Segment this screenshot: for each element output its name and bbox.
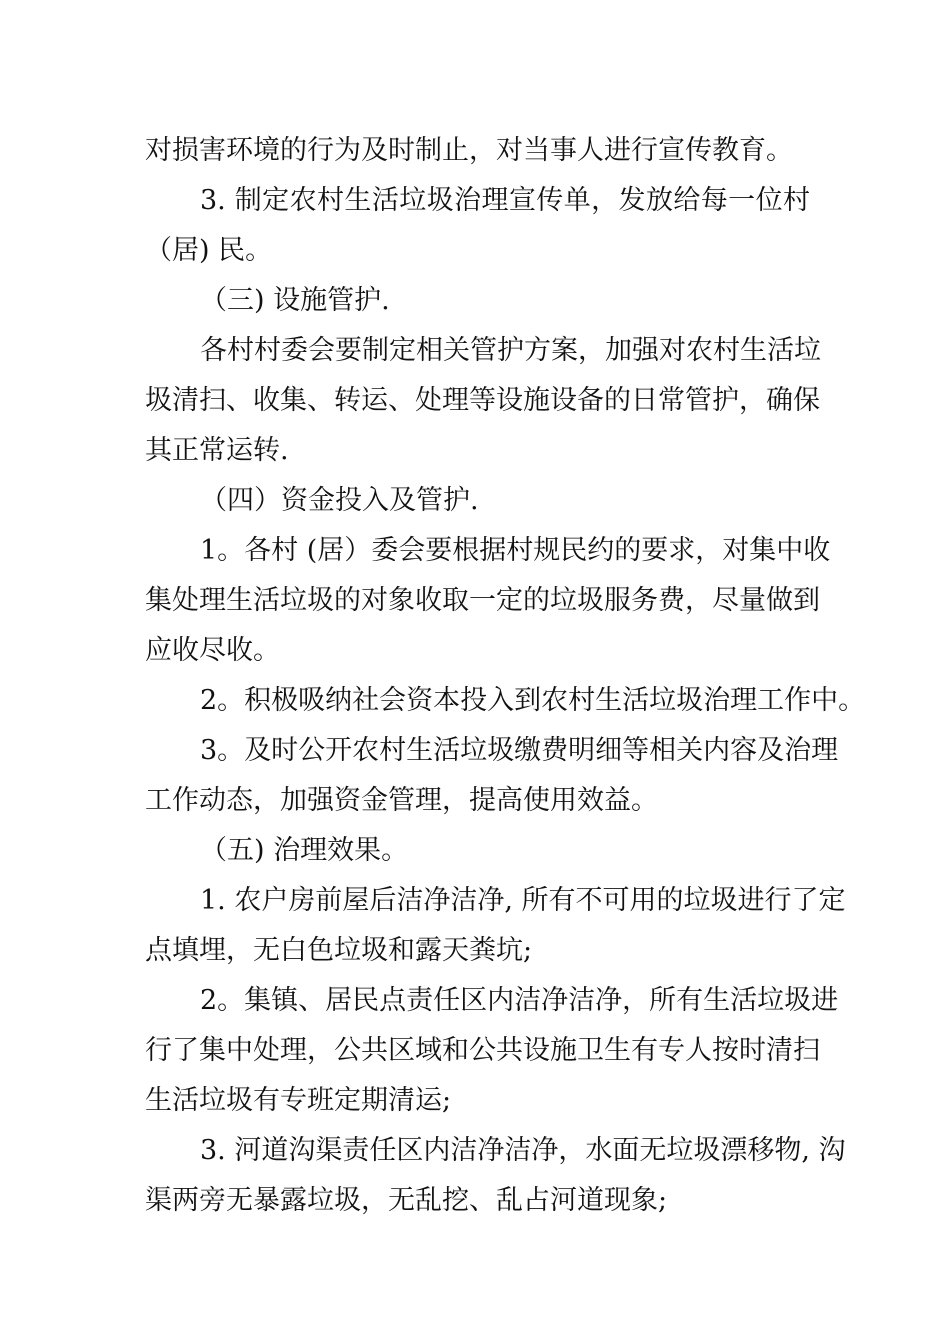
section-heading: （五) 治理效果。 [200, 835, 409, 866]
body-line: 3。及时公开农村生活垃圾缴费明细等相关内容及治理 [200, 735, 839, 766]
body-line: 集处理生活垃圾的对象收取一定的垃圾服务费，尽量做到 [145, 585, 820, 616]
body-line: 2。集镇、居民点责任区内洁净洁净，所有生活垃圾进 [200, 985, 839, 1016]
body-line: 渠两旁无暴露垃圾，无乱挖、乱占河道现象; [145, 1185, 668, 1216]
body-line: 圾清扫、收集、转运、处理等设施设备的日常管护，确保 [145, 385, 820, 416]
body-line: 应收尽收。 [145, 635, 280, 666]
body-line: 生活垃圾有专班定期清运; [145, 1085, 452, 1116]
body-line: 1。各村 (居）委会要根据村规民约的要求，对集中收 [200, 535, 831, 566]
body-line: 各村村委会要制定相关管护方案，加强对农村生活垃 [200, 335, 821, 366]
body-line: 3. 制定农村生活垃圾治理宣传单，发放给每一位村 [200, 185, 810, 216]
body-line: 1. 农户房前屋后洁净洁净, 所有不可用的垃圾进行了定 [200, 885, 846, 916]
body-line: 3. 河道沟渠责任区内洁净洁净，水面无垃圾漂移物, 沟 [200, 1135, 846, 1166]
body-line: 其正常运转. [145, 435, 289, 466]
section-heading: （四）资金投入及管护. [200, 485, 479, 516]
body-line: 2。积极吸纳社会资本投入到农村生活垃圾治理工作中。 [200, 685, 866, 716]
body-line: 行了集中处理，公共区域和公共设施卫生有专人按时清扫 [145, 1035, 820, 1066]
section-heading: （三) 设施管护. [200, 285, 390, 316]
body-line: 对损害环境的行为及时制止，对当事人进行宣传教育。 [145, 135, 793, 166]
body-line: 工作动态，加强资金管理，提高使用效益。 [145, 785, 658, 816]
body-line: 点填埋，无白色垃圾和露天粪坑; [145, 935, 533, 966]
body-line: （居) 民。 [145, 235, 273, 266]
